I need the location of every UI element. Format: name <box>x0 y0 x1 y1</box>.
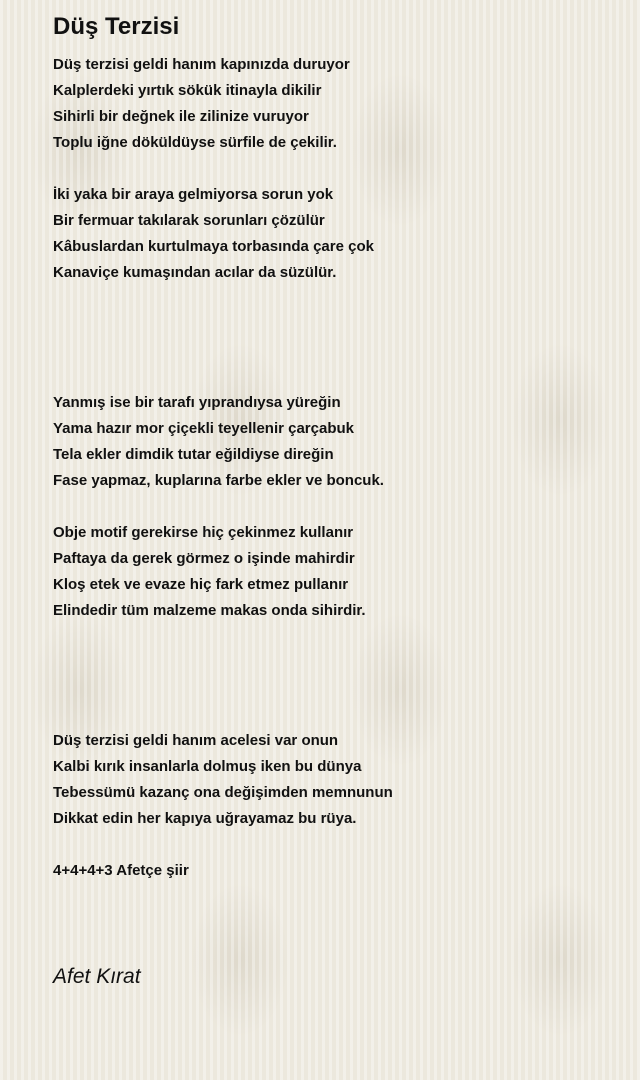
poem-line: Obje motif gerekirse hiç çekinmez kullanır <box>53 524 354 541</box>
poem-line: İki yaka bir araya gelmiyorsa sorun yok <box>53 186 334 203</box>
stanza-spacer <box>53 832 623 858</box>
poem-line: Dikkat edin her kapıya uğrayamaz bu rüya. <box>53 810 357 827</box>
poem-line: Kloş etek ve evaze hiç fark etmez pullanır <box>53 576 349 593</box>
poem-line: Düş terzisi geldi hanım kapınızda duruyor <box>53 56 350 73</box>
poem-line: Yanmış ise bir tarafı yıprandıysa yüreğin <box>53 394 341 411</box>
poem-line: Kâbuslardan kurtulmaya torbasında çare çok <box>53 238 374 255</box>
signature-spacer <box>53 884 623 962</box>
poem-line: Bir fermuar takılarak sorunları çözülür <box>53 212 325 229</box>
poem-line: Elindedir tüm malzeme makas onda sihirdir. <box>53 602 366 619</box>
poem-line: Kalbi kırık insanlarla dolmuş iken bu dünya <box>53 758 362 775</box>
stanza-2 <box>53 182 623 286</box>
stanza-spacer <box>53 156 623 182</box>
stanza-1 <box>53 52 623 156</box>
poem-page <box>53 12 623 992</box>
author-name: Afet Kırat <box>53 965 141 988</box>
poem-line: Kalplerdeki yırtık sökük itinayla dikilir <box>53 82 322 99</box>
stanza-spacer <box>53 494 623 520</box>
poem-line: Tela ekler dimdik tutar eğildiyse direğin <box>53 446 334 463</box>
meter-note: 4+4+4+3 Afetçe şiir <box>53 862 189 879</box>
poem-body <box>53 52 623 992</box>
stanza-4 <box>53 520 623 624</box>
section-spacer <box>53 624 623 728</box>
poem-line: Paftaya da gerek görmez o işinde mahirdir <box>53 550 355 567</box>
stanza-5 <box>53 728 623 832</box>
poem-line: Fase yapmaz, kuplarına farbe ekler ve boncuk. <box>53 472 384 489</box>
poem-line: Toplu iğne döküldüyse sürfile de çekilir. <box>53 134 337 151</box>
poem-line: Sihirli bir değnek ile zilinize vuruyor <box>53 108 309 125</box>
poem-title: Düş Terzisi <box>53 13 180 40</box>
poem-line: Düş terzisi geldi hanım acelesi var onun <box>53 732 339 749</box>
poem-line: Yama hazır mor çiçekli teyellenir çarçabuk <box>53 420 354 437</box>
section-spacer <box>53 286 623 390</box>
stanza-3 <box>53 390 623 494</box>
poem-line: Tebessümü kazanç ona değişimden memnunun <box>53 784 393 801</box>
poem-line: Kanaviçe kumaşından acılar da süzülür. <box>53 264 337 281</box>
